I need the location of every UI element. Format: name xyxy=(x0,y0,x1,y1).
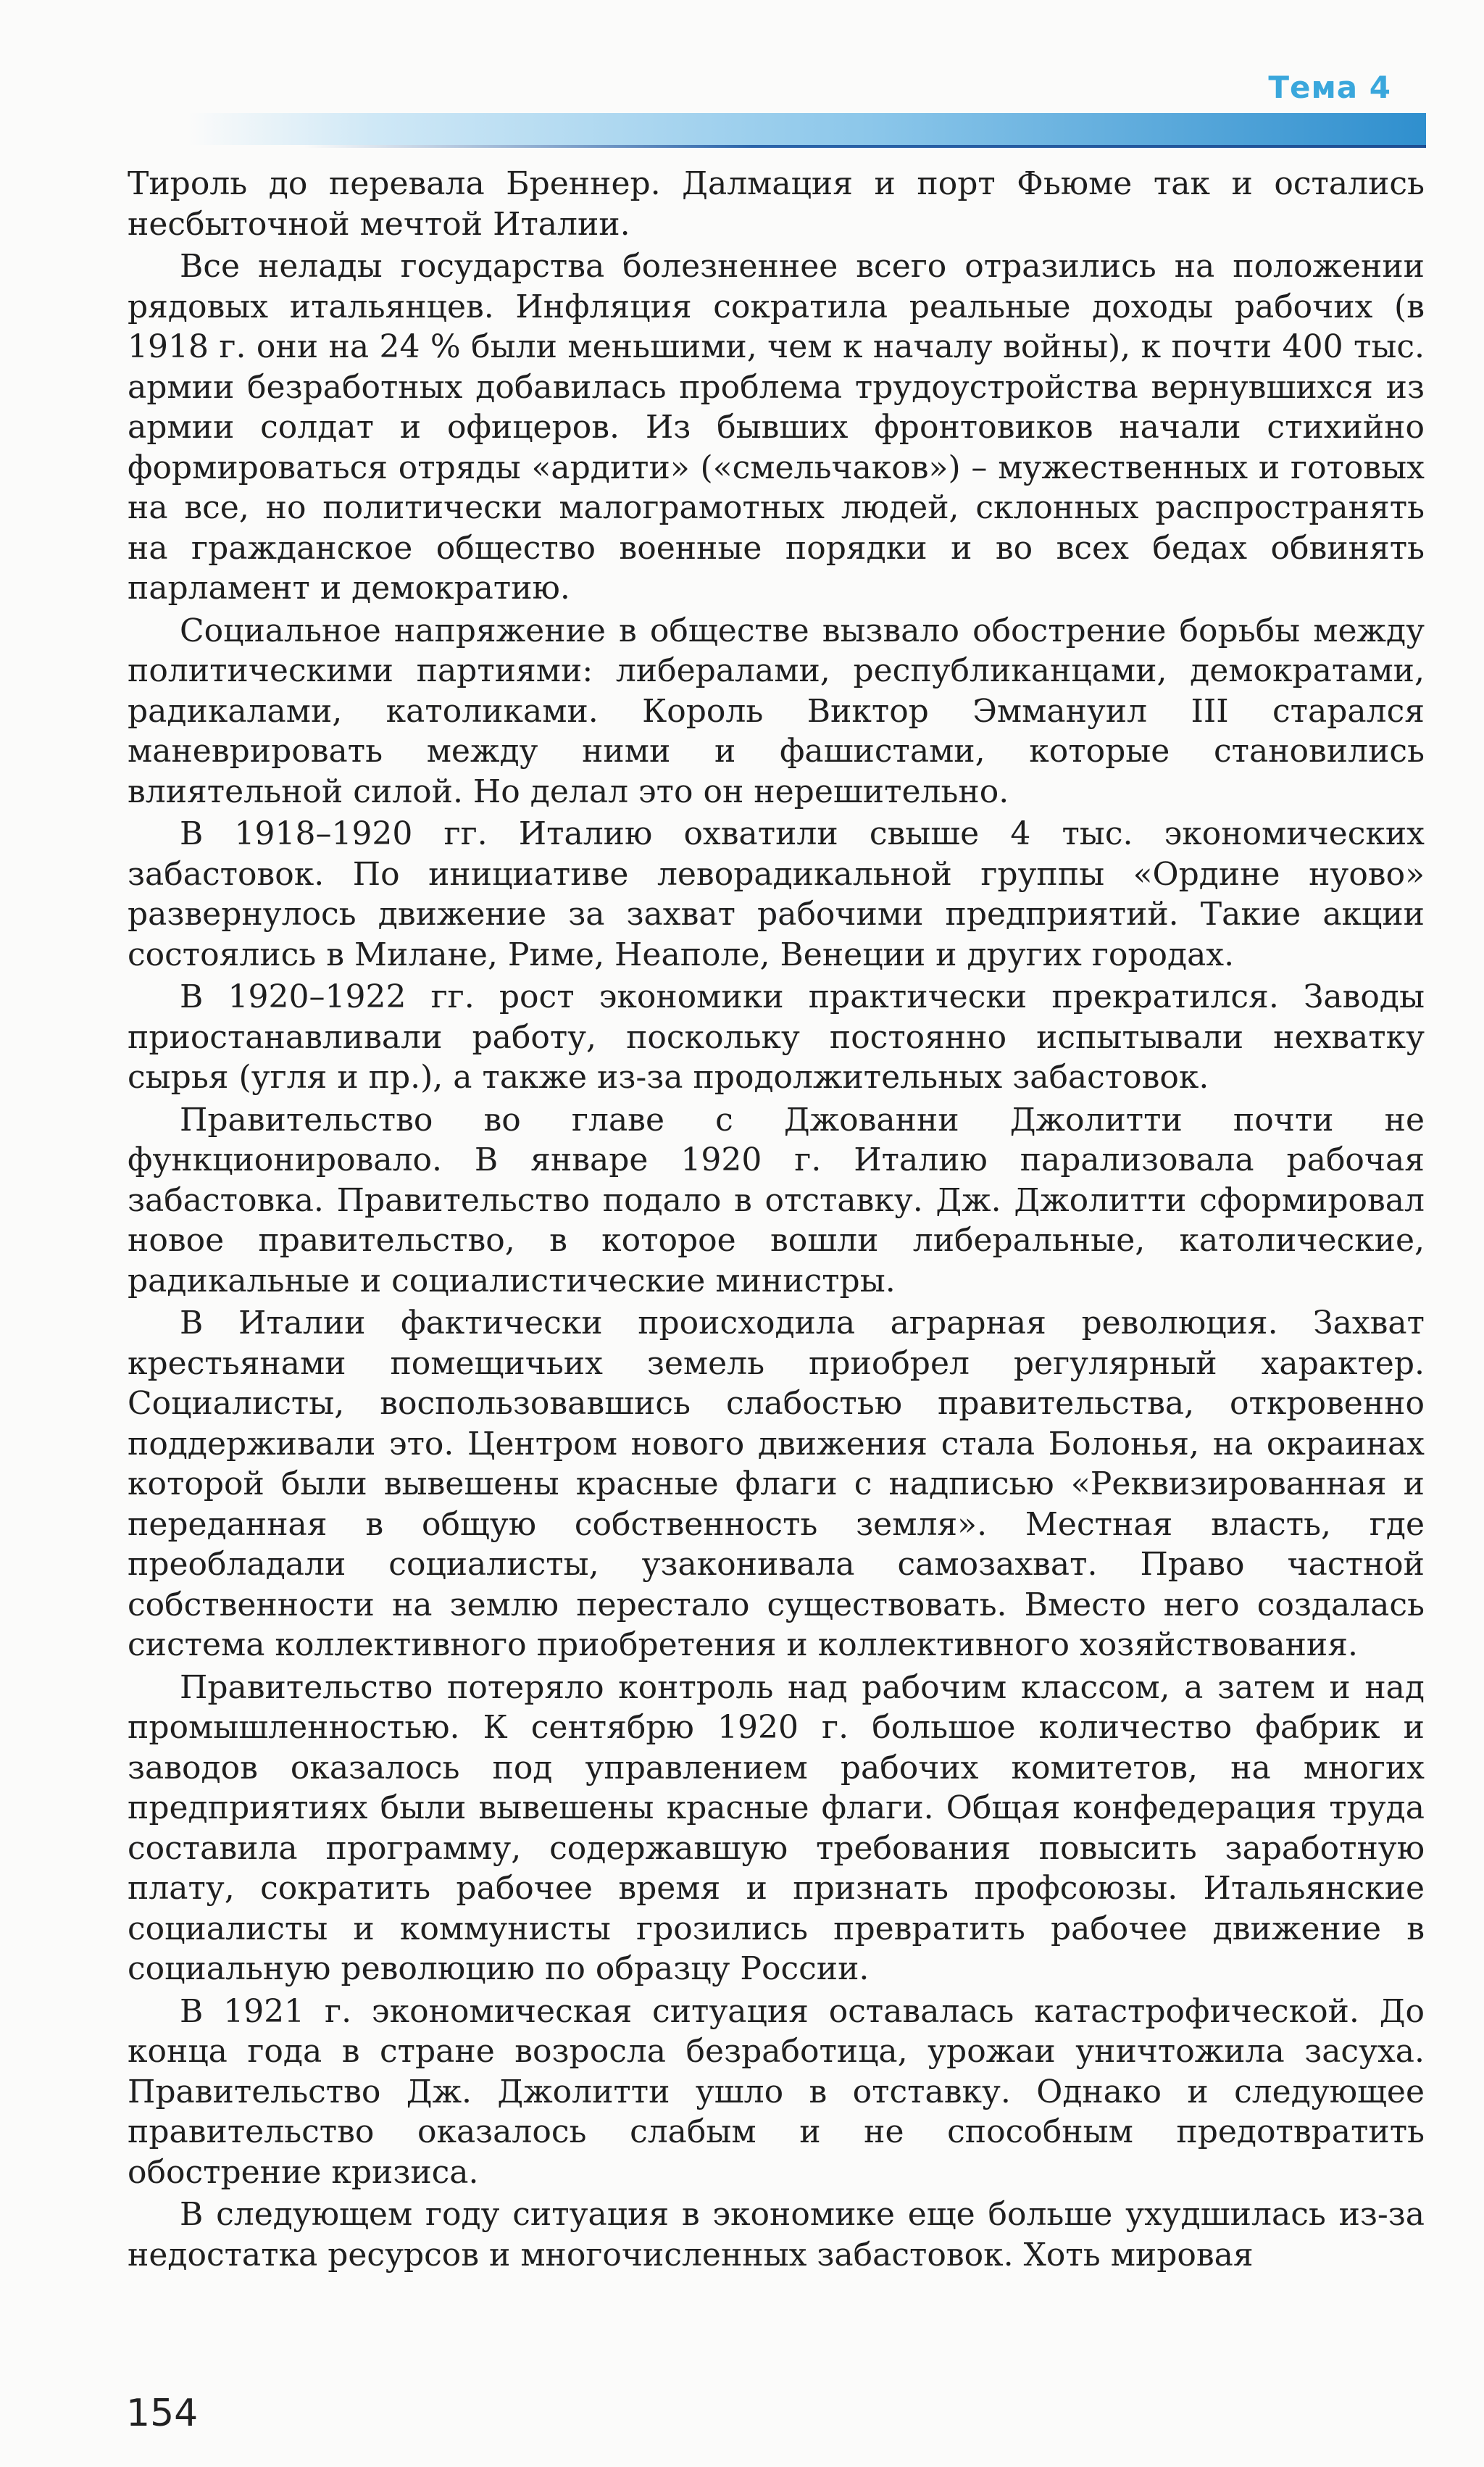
paragraph: Все нелады государства болезненнее всего отразились на положении рядовых итальянцев. Инфляция сократила реальные доходы рабочих (в 1918 г. они на 24 % были меньшими, чем к началу войны), к почти 400 тыс. армии безработных добавилась проблема трудоустройства вернувшихся из армии солдат и офицеров. Из бывших фронтовиков начали стихийно формироваться отряды «ардити» («смельчаков») – мужественных и готовых на все, но политически малограмотных людей, склонных распространять на гражданское общество военные порядки и во всех бедах обвинять парламент и демократию. xyxy=(128,248,1425,607)
body-text xyxy=(128,164,1425,2277)
paragraph: В 1918–1920 гг. Италию охватили свыше 4 тыс. экономических забастовок. По инициативе леворадикальной группы «Ордине нуово» развернулось движение за захват рабочими предприятий. Такие акции состоялись в Милане, Риме, Неаполе, Венеции и других городах. xyxy=(128,815,1425,973)
paragraph: Правительство потеряло контроль над рабочим классом, а затем и над промышленностью. К сентябрю 1920 г. большое количество фабрик и заводов оказалось под управлением рабочих комитетов, на многих предприятиях были вывешены красные флаги. Общая конфедерация труда составила программу, содержавшую требования повысить заработную плату, сократить рабочее время и признать профсоюзы. Итальянские социалисты и коммунисты грозились превратить рабочее движение в социальную революцию по образцу России. xyxy=(128,1668,1425,1987)
header-gradient-bar xyxy=(188,113,1426,145)
page-number: 154 xyxy=(126,2392,199,2435)
paragraph: Социальное напряжение в обществе вызвало обострение борьбы между политическими партиями: либералами, республиканцами, демократами, радикалами, католиками. Король Виктор Эммануил III старался маневрировать между ними и фашистами, которые становились влиятельной силой. Но делал это он нерешительно. xyxy=(128,612,1425,810)
paragraph: В 1920–1922 гг. рост экономики практически прекратился. Заводы приостанавливали работу, поскольку постоянно испытывали нехватку сырья (угля и пр.), а также из-за продолжительных забастовок. xyxy=(128,978,1425,1096)
paragraph: В следующем году ситуация в экономике еще больше ухудшилась из-за недостатка ресурсов и многочисленных забастовок. Хоть мировая xyxy=(128,2196,1425,2273)
paragraph: Правительство во главе с Джованни Джолитти почти не функционировало. В январе 1920 г. Италию парализовала рабочая забастовка. Правительство подало в отставку. Дж. Джолитти сформировал новое правительство, в которое вошли либеральные, католические, радикальные и социалистические министры. xyxy=(128,1101,1425,1299)
header-rule xyxy=(304,145,1426,148)
topic-label: Тема 4 xyxy=(1268,70,1391,105)
paragraph: В Италии фактически происходила аграрная революция. Захват крестьянами помещичьих земель приобрел регулярный характер. Социалисты, воспользовавшись слабостью правительства, откровенно поддерживали это. Центром нового движения стала Болонья, на окраинах которой были вывешены красные флаги с надписью «Реквизированная и переданная в общую собственность земля». Местная власть, где преобладали социалисты, узаконивала самозахват. Право частной собственности на землю перестало существовать. Вместо него создалась система коллективного приобретения и коллективного хозяйствования. xyxy=(128,1305,1425,1663)
paragraph: В 1921 г. экономическая ситуация оставалась катастрофической. До конца года в стране возросла безработица, урожаи уничтожила засуха. Правительство Дж. Джолитти ушло в отставку. Однако и следующее правительство оказалось слабым и не способным предотвратить обострение кризиса. xyxy=(128,1992,1425,2191)
paragraph-continuation: Тироль до перевала Бреннер. Далмация и порт Фьюме так и остались несбыточной мечтой Италии. xyxy=(128,165,1425,243)
